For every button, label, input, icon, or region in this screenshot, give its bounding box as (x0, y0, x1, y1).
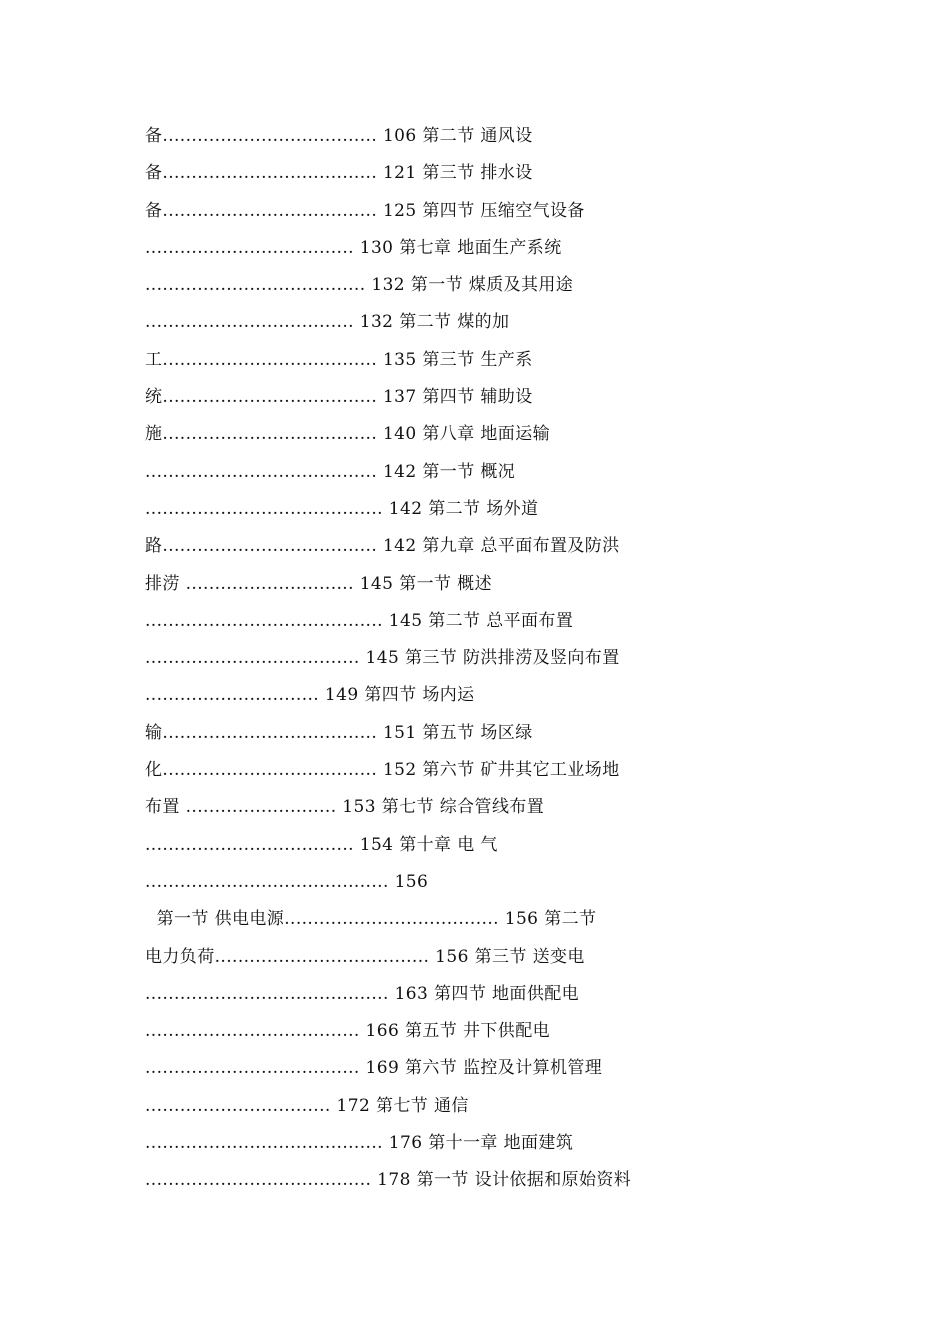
toc-line: 备..................................... 125 第四节 压缩空气设备 (145, 200, 585, 221)
toc-line: 布置 .......................... 153 第七节 综合管线布置 (145, 797, 545, 818)
toc-line: ......................................... 145 第二节 总平面布置 (145, 610, 574, 631)
toc-line: 备..................................... 121 第三节 排水设 (145, 163, 533, 184)
toc-line: 施..................................... 140 第八章 地面运输 (145, 424, 550, 445)
toc-line: 排涝 ............................. 145 第一节 概述 (145, 573, 492, 594)
toc-line: 路..................................... 142 第九章 总平面布置及防洪 (145, 536, 620, 557)
toc-line: ......................................... 142 第二节 场外道 (145, 498, 539, 519)
toc-line: 第一节 供电电源..................................... 156 第二节 (145, 909, 597, 930)
toc-line: .......................................... 156 (145, 871, 429, 892)
toc-line: ....................................... 178 第一节 设计依据和原始资料 (145, 1170, 632, 1191)
toc-line: ..................................... 169 第六节 监控及计算机管理 (145, 1058, 603, 1079)
table-of-contents (145, 118, 825, 1200)
toc-line: ................................ 172 第七节 通信 (145, 1095, 469, 1116)
toc-line: 工..................................... 135 第三节 生产系 (145, 349, 533, 370)
toc-line: 统..................................... 137 第四节 辅助设 (145, 387, 533, 408)
toc-line: .............................. 149 第四节 场内运 (145, 685, 475, 706)
toc-line: 电力负荷..................................... 156 第三节 送变电 (145, 946, 585, 967)
toc-line: ......................................... 176 第十一章 地面建筑 (145, 1133, 574, 1154)
toc-line: .................................... 154 第十章 电 气 (145, 834, 498, 855)
toc-line: .................................... 130 第七章 地面生产系统 (145, 237, 562, 258)
toc-line: 备..................................... 106 第二节 通风设 (145, 126, 533, 146)
toc-line: 输..................................... 151 第五节 场区绿 (145, 722, 533, 743)
toc-line: ..................................... 145 第三节 防洪排涝及竖向布置 (145, 648, 620, 669)
toc-line: 化..................................... 152 第六节 矿井其它工业场地 (145, 760, 620, 781)
toc-line: ........................................ 142 第一节 概况 (145, 461, 516, 482)
toc-line: ..................................... 166 第五节 井下供配电 (145, 1021, 550, 1042)
toc-line: ...................................... 132 第一节 煤质及其用途 (145, 275, 574, 296)
toc-line: .......................................... 163 第四节 地面供配电 (145, 983, 580, 1004)
toc-line: .................................... 132 第二节 煤的加 (145, 312, 510, 333)
